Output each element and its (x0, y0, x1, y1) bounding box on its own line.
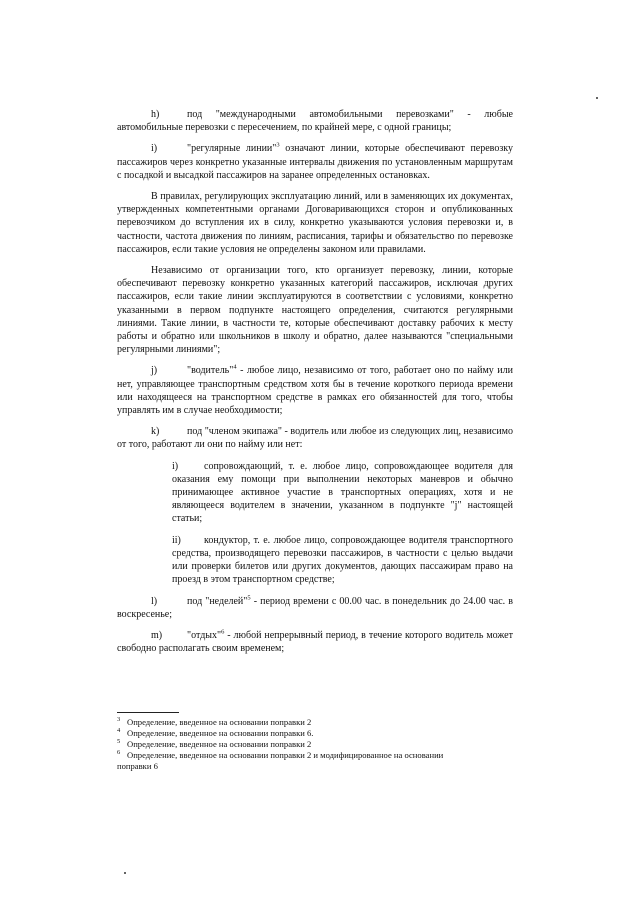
paragraph-j: j) "водитель"$^4$ - любое лицо, независимо от того, работает оно по найму или нет, управляющее транспортным средством хотя бы в течение короткого периода времени или находящееся на транспортном средстве в рамках его обязанностей для того, чтобы управлять им в случае необходимости; (117, 364, 513, 417)
footnote-ref: 5 (247, 594, 251, 602)
footnote-6-continued: поправки 6 (117, 761, 158, 771)
scan-speck (124, 872, 126, 874)
footnotes (117, 717, 513, 772)
subitem-ii: ii) кондуктор, т. е. любое лицо, сопровождающее водителя транспортного средства, производящего перевозки пассажиров, в частности с целью выдачи или проверки билетов или других документов, дающих пассажирам право на проезд в этом транспортном средстве; (172, 534, 513, 586)
scan-speck (596, 97, 598, 99)
paragraph-k: k) под "членом экипажа" - водитель или любое из следующих лиц, независимо от того, работают ли они по найму или нет: (117, 426, 513, 451)
footnote-5: 5 Определение, введенное на основании поправки 2 (117, 738, 312, 749)
paragraph-m: m) "отдых"$^6$ - любой непрерывный период, в течение которого водитель может свободно располагать своим временем; (117, 628, 513, 655)
footnote-ref: 3 (276, 142, 280, 150)
subitem-i: i) сопровождающий, т. е. любое лицо, сопровождающее водителя для оказания ему помощи при выполнении некоторых маневров и обычно принимающее активное участие в транспортных операциях, хотя и не являющееся водителем в значении, указанном в подпункте "j" настоящей статьи; (172, 460, 513, 525)
main-text (117, 108, 513, 663)
paragraph-l: l) под "неделей"$^5$ - период времени с 00.00 час. в понедельник до 24.00 час. в воскресенье; (117, 594, 513, 620)
paragraph-rules: В правилах, регулирующих эксплуатацию линий, или в заменяющих их документах, утвержденных компетентными органами Договаривающихся сторон и опубликованных перевозчиком до вступления их в силу, конкретно указываются условия перевозки и, в частности, частота движения по линиям, расписания, тарифы и обязательство по перевозке пассажиров, если такие условия не определены законом или правилами. (117, 191, 513, 255)
footnote-ref: 4 (233, 364, 237, 372)
footnote-3: 3 Определение, введенное на основании поправки 2 (117, 716, 312, 727)
footnote-separator (117, 712, 179, 713)
paragraph-h: h) под "международными автомобильными перевозками" - любые автомобильные перевозки с пересечением, по крайней мере, с одной границы; (117, 109, 513, 134)
paragraph-special-lines: Независимо от организации того, кто организует перевозку, линии, которые обеспечивают перевозку конкретно указанных категорий пассажиров, исключая других пассажиров, если такие линии эксплуатируются в соответствии с условиями, конкретно указанными в первом подпункте настоящего определения, считаются регулярными линиями. Такие линии, в частности те, которые обеспечивают доставку рабочих к месту работы и обратно или школьников в школу и обратно, далее называются "специальными регулярными линиями"; (117, 265, 513, 356)
footnote-6: 6 Определение, введенное на основании поправки 2 и модифицированное на основании (117, 749, 444, 760)
paragraph-i: i) "регулярные линии"$^3$ означают линии, которые обеспечивают перевозку пассажиров через конкретно указанные интервалы движения по установленным маршрутам с посадкой и высадкой пассажиров на заранее определенных остановках. (117, 142, 513, 181)
footnote-4: 4 Определение, введенное на основании поправки 6. (117, 727, 314, 738)
footnote-ref: 6 (221, 628, 225, 636)
